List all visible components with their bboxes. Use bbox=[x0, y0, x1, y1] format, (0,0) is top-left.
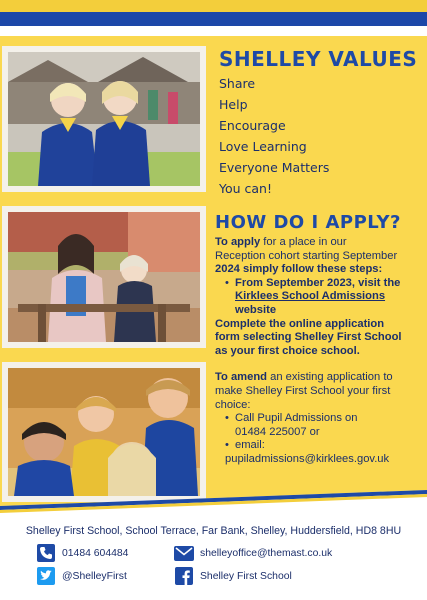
top-blue-bar bbox=[0, 12, 427, 26]
apply-step-visit-text: • From September 2023, visit the bbox=[235, 276, 401, 289]
phone-number: 01484 604484 bbox=[62, 547, 129, 559]
apply-intro-line-1 bbox=[215, 236, 420, 250]
facebook-icon bbox=[174, 567, 194, 585]
values-list bbox=[219, 75, 329, 201]
apply-intro-line-2: Reception cohort starting September bbox=[215, 249, 398, 262]
amend-step-call-line-2: 01484 225007 or bbox=[235, 425, 320, 438]
wave-divider bbox=[0, 490, 427, 520]
photo-two-girls-illustration bbox=[8, 52, 200, 186]
apply-complete-line-3: as your first choice school. bbox=[215, 344, 360, 357]
amend-step-email bbox=[225, 439, 420, 466]
amend-step-call-line-1: • Call Pupil Admissions on bbox=[235, 412, 358, 425]
value-item-help: Help bbox=[219, 97, 248, 112]
photo-children-playground bbox=[2, 206, 206, 348]
twitter-handle: @ShelleyFirst bbox=[62, 570, 127, 582]
top-white-band bbox=[0, 26, 427, 36]
photo-children-classroom-illustration bbox=[8, 368, 200, 496]
apply-instructions bbox=[215, 236, 420, 467]
value-item-you-can: You can! bbox=[219, 181, 272, 196]
apply-spacer bbox=[215, 358, 420, 371]
value-item-love-learning: Love Learning bbox=[219, 139, 307, 154]
value-item-everyone-matters: Everyone Matters bbox=[219, 160, 330, 175]
contact-email[interactable] bbox=[174, 544, 332, 562]
photo-two-girls-image bbox=[8, 52, 200, 186]
apply-complete-line-2: form selecting Shelley First School bbox=[215, 331, 402, 344]
value-item-share: Share bbox=[219, 76, 256, 91]
school-address: Shelley First School, School Terrace, Far Bank, Shelley, Huddersfield, HD8 8HU bbox=[25, 525, 402, 537]
amend-line-2: make Shelley First School your first bbox=[215, 384, 391, 397]
photo-two-girls bbox=[2, 46, 206, 192]
apply-intro-rest: for a place in our bbox=[260, 236, 347, 248]
photo-children-playground-image bbox=[8, 212, 200, 342]
kirklees-admissions-link-line-1: Kirklees School Admissions bbox=[235, 290, 386, 303]
amend-steps-list bbox=[215, 412, 420, 466]
top-yellow-stripe bbox=[0, 0, 427, 12]
photo-children-classroom-image bbox=[8, 368, 200, 496]
facebook-page: Shelley First School bbox=[200, 570, 292, 582]
email-address: shelleyoffice@themast.co.uk bbox=[200, 547, 333, 559]
amend-line-1 bbox=[215, 371, 420, 385]
photo-children-playground-illustration bbox=[8, 212, 200, 342]
apply-intro-line-3: 2024 simply follow these steps: bbox=[215, 263, 383, 276]
apply-step-visit bbox=[225, 277, 420, 318]
admissions-email-address[interactable]: pupiladmissions@kirklees.gov.uk bbox=[225, 452, 390, 465]
apply-complete-line-1: Complete the online application bbox=[215, 317, 385, 330]
contact-twitter[interactable] bbox=[36, 567, 127, 585]
apply-title: HOW DO I APPLY? bbox=[215, 212, 401, 233]
amend-line-3: choice: bbox=[215, 398, 251, 411]
value-item-encourage: Encourage bbox=[219, 118, 286, 133]
amend-bold: To amend bbox=[215, 371, 268, 384]
apply-intro-bold: To apply bbox=[215, 236, 261, 248]
amend-step-email-line-1: • email: bbox=[235, 439, 265, 452]
email-icon bbox=[174, 544, 194, 562]
values-title: SHELLEY VALUES bbox=[219, 47, 418, 71]
contact-phone[interactable] bbox=[36, 544, 128, 562]
twitter-icon bbox=[36, 567, 56, 585]
contact-facebook[interactable] bbox=[174, 567, 292, 585]
amend-step-call bbox=[225, 412, 420, 439]
amend-rest: an existing application to bbox=[267, 371, 393, 384]
kirklees-admissions-link-line-2: website bbox=[235, 303, 277, 316]
apply-steps-list bbox=[215, 277, 420, 318]
photo-children-classroom bbox=[2, 362, 206, 502]
kirklees-admissions-link[interactable] bbox=[235, 290, 420, 316]
phone-icon bbox=[36, 544, 56, 562]
